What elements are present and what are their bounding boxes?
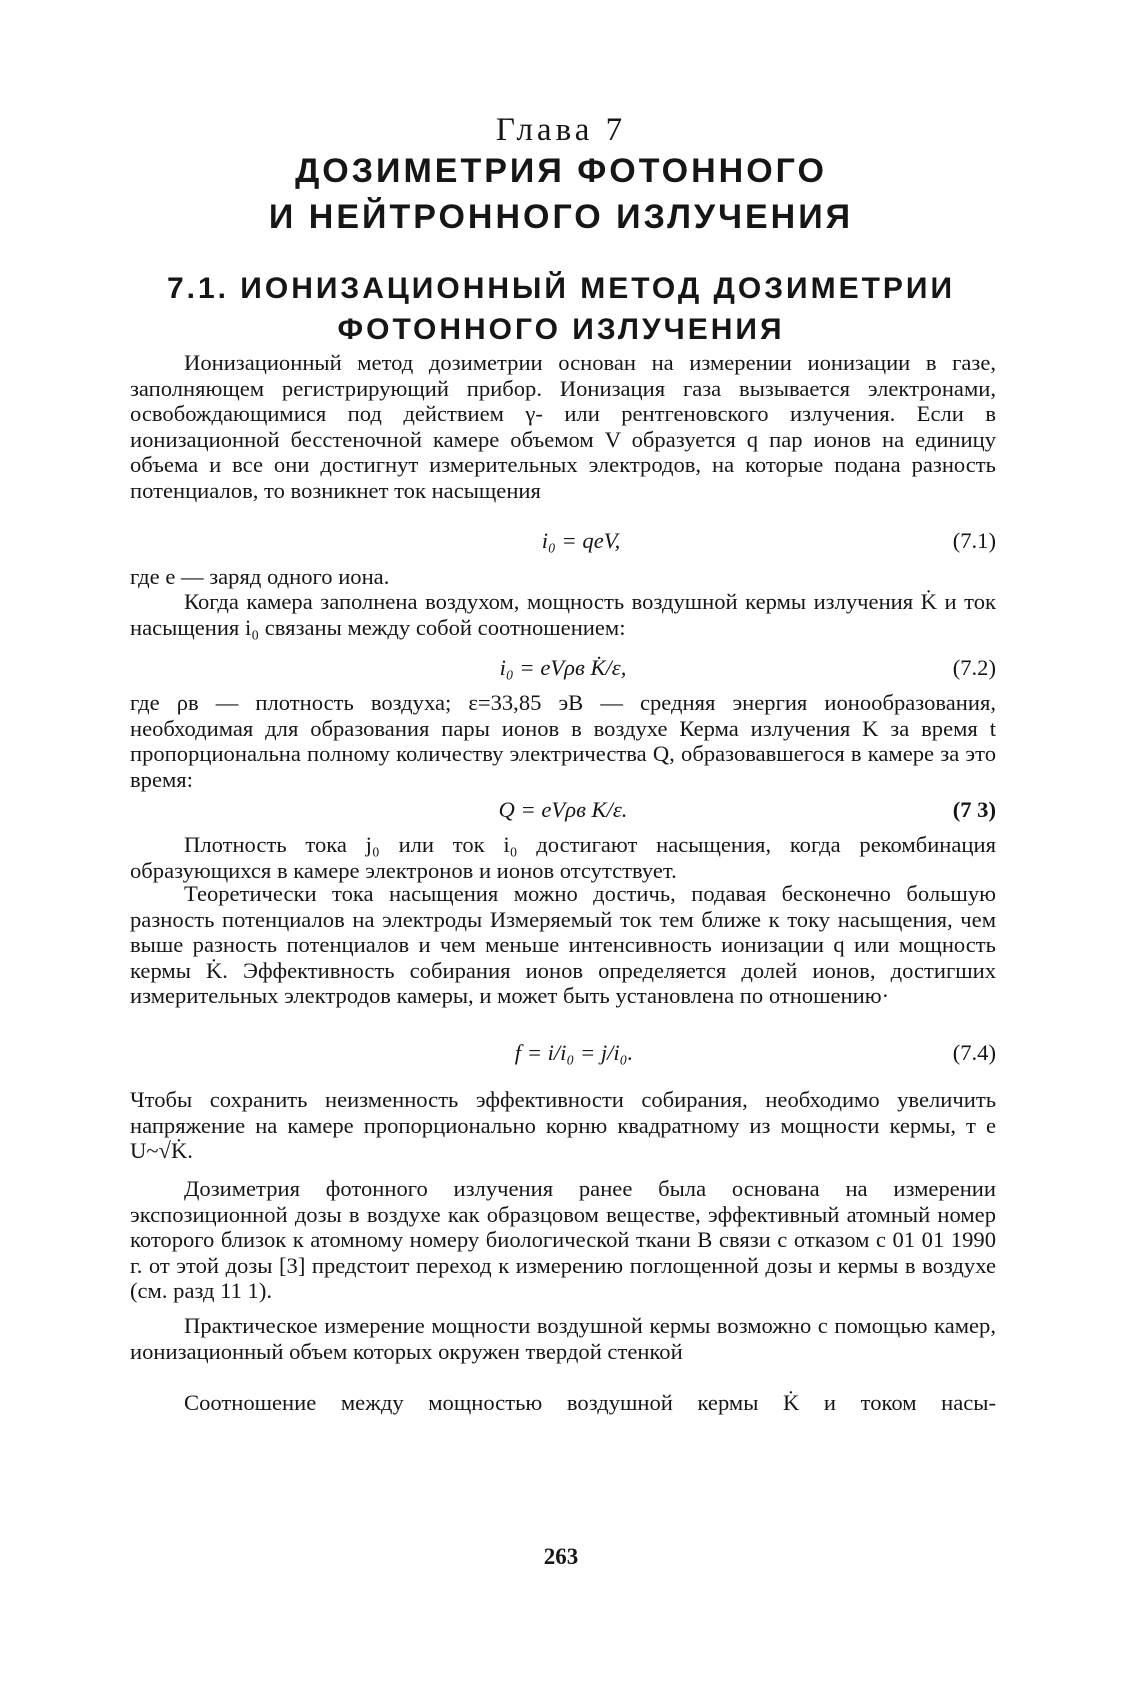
equation-7-3 — [130, 795, 996, 825]
paragraph-saturation: Плотность тока j₀ или ток i₀ достигают насыщения, когда рекомбинация образующихся в камере электронов и ионов отсутствует. — [130, 832, 996, 883]
equation-number: (7 3) — [952, 797, 996, 822]
paragraph-collection-efficiency: Теоретически тока насыщения можно достичь, подавая бесконечно большую разность потенциалов на электроды Измеряемый ток тем ближе к току насыщения, чем выше разность потенциалов и чем меньше интенсивность ионизации q или мощность кермы K̇. Эффективность собирания ионов определяется долей ионов, достигших измерительных электродов камеры, и может быть установлена по отношению· — [130, 881, 996, 1009]
equation-number: (7.2) — [952, 655, 996, 680]
chapter-title-line-1: ДОЗИМЕТРИЯ ФОТОННОГО — [295, 152, 827, 190]
paragraph-ionization-method: Ионизационный метод дозиметрии основан на измерении ионизации в газе, заполняющем регистрирующий прибор. Ионизация газа вызывается электронами, освобождающимися под действием γ- или рентгеновского излучения. Если в ионизационной бесстеночной камере объемом V образуется q пар ионов на единицу объема и все они достигнут измерительных электродов, на которые подана разность потенциалов, то возникнет ток насыщения — [130, 350, 996, 503]
paragraph-charge-definition: где e — заряд одного иона. — [130, 564, 390, 589]
paragraph-voltage-scaling: Чтобы сохранить неизменность эффективности собирания, необходимо увеличить напряжение на камере пропорционально корню квадратному из мощности кермы, т е U~√K̇. — [130, 1087, 996, 1164]
section-title-line-1: 7.1. ИОНИЗАЦИОННЫЙ МЕТОД ДОЗИМЕТРИИ — [166, 272, 956, 305]
chapter-title-line-2: И НЕЙТРОННОГО ИЗЛУЧЕНИЯ — [268, 198, 854, 236]
paragraph-air-density: где ρв — плотность воздуха; ε=33,85 эВ — средняя энергия ионообразования, необходимая для образования пары ионов в воздухе Керма излучения K за время t пропорциональна полному количеству электричества Q, образовавшегося в камере за это время: — [130, 690, 996, 792]
equation-formula: i₀ = qeV, — [541, 528, 621, 553]
page-number: 263 — [543, 1544, 579, 1569]
section-title-line-2: ФОТОННОГО ИЗЛУЧЕНИЯ — [337, 313, 785, 346]
equation-number: (7.1) — [952, 528, 996, 553]
equation-formula: i₀ = eVρв K̇/ε, — [499, 655, 627, 680]
chapter-label: Глава 7 — [495, 112, 627, 148]
equation-7-1 — [130, 526, 996, 556]
equation-7-4 — [130, 1038, 996, 1068]
paragraph-kerma-current-relation: Соотношение между мощностью воздушной кермы K̇ и током насы- — [184, 1390, 996, 1415]
equation-formula: Q = eVρв K/ε. — [498, 797, 628, 822]
equation-number: (7.4) — [952, 1040, 996, 1065]
paragraph-practical-measurement: Практическое измерение мощности воздушной кермы возможно с помощью камер, ионизационный объем которых окружен твердой стенкой — [130, 1313, 996, 1364]
equation-7-2 — [130, 653, 996, 683]
paragraph-air-kerma-relation: Когда камера заполнена воздухом, мощность воздушной кермы излучения K̇ и ток насыщения i₀ связаны между собой соотношением: — [130, 589, 996, 640]
paragraph-exposure-dose: Дозиметрия фотонного излучения ранее была основана на измерении экспозиционной дозы в воздухе как образцовом веществе, эффективный атомный номер которого близок к атомному номеру биологической ткани В связи с отказом с 01 01 1990 г. от этой дозы [3] предстоит переход к измерению поглощенной дозы и кермы в воздухе (см. разд 11 1). — [130, 1176, 996, 1304]
equation-formula: f = i/i₀ = j/i₀. — [514, 1040, 634, 1065]
